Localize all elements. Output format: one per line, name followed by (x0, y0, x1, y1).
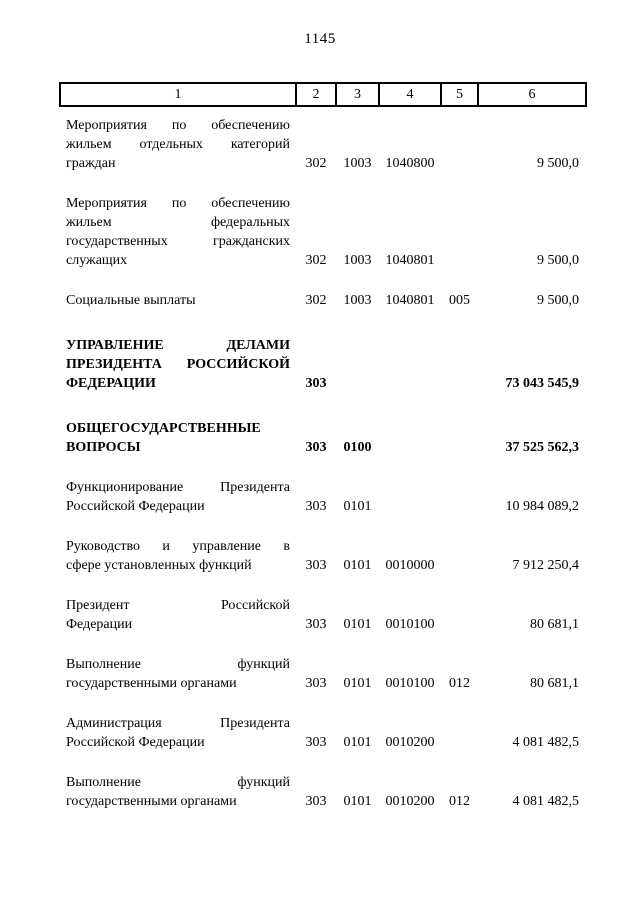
row-code-col4: 0010100 (385, 676, 435, 691)
row-code-col2: 302 (305, 293, 327, 308)
row-name (60, 270, 296, 310)
row-code-col2: 303 (305, 558, 327, 573)
row-code-col3: 0101 (343, 794, 372, 809)
column-header-1: 1 (60, 83, 296, 106)
budget-table-body (60, 106, 586, 811)
row-code-col4: 0010200 (385, 794, 435, 809)
row-code-col5 (441, 106, 478, 173)
column-header-5: 5 (441, 83, 478, 106)
row-code-col5 (441, 393, 478, 457)
row-code-col3: 0101 (343, 558, 372, 573)
row-name-line: ФЕДЕРАЦИИ (66, 376, 156, 391)
row-name-line: Администрация Президента (66, 716, 290, 731)
row-code-col5 (441, 310, 478, 393)
row-name (60, 310, 296, 393)
row-amount: 4 081 482,5 (512, 735, 579, 750)
row-code-col2: 303 (305, 499, 327, 514)
row-name (60, 393, 296, 457)
table-row (60, 752, 586, 811)
row-name-line: ПРЕЗИДЕНТА РОССИЙСКОЙ (66, 357, 290, 372)
row-name-line: государственными органами (66, 676, 237, 691)
table-row (60, 106, 586, 173)
row-code-col3: 1003 (343, 253, 372, 268)
row-code-col4: 1040800 (385, 156, 435, 171)
row-code-col4 (379, 393, 441, 457)
row-amount: 80 681,1 (530, 676, 579, 691)
row-name (60, 693, 296, 752)
row-code-col5 (441, 173, 478, 270)
row-amount: 9 500,0 (537, 156, 579, 171)
row-code-col2: 303 (305, 676, 327, 691)
row-name-line: УПРАВЛЕНИЕ ДЕЛАМИ (66, 338, 290, 353)
row-code-col2: 302 (305, 156, 327, 171)
row-name-line: Мероприятия по обеспечению (66, 118, 290, 133)
row-code-col4 (379, 310, 441, 393)
row-code-col5 (441, 575, 478, 634)
table-row (60, 310, 586, 393)
row-name-line: Выполнение функций (66, 775, 290, 790)
row-code-col4: 0010000 (385, 558, 435, 573)
row-name-line: Руководство и управление в (66, 539, 290, 554)
row-name-line: Мероприятия по обеспечению (66, 196, 290, 211)
row-code-col4 (379, 457, 441, 516)
row-code-col5: 005 (449, 293, 470, 308)
row-name-line: Выполнение функций (66, 657, 290, 672)
row-code-col5 (441, 457, 478, 516)
budget-table (59, 82, 587, 811)
column-header-6: 6 (478, 83, 586, 106)
table-row (60, 457, 586, 516)
row-name (60, 516, 296, 575)
row-code-col3 (336, 310, 379, 393)
table-row (60, 393, 586, 457)
row-code-col4: 0010200 (385, 735, 435, 750)
row-name-line: Российской Федерации (66, 735, 205, 750)
row-name-line: сфере установленных функций (66, 558, 252, 573)
row-code-col5: 012 (449, 794, 470, 809)
header-row (60, 83, 586, 106)
row-name-line: жильем отдельных категорий (66, 137, 290, 152)
row-name (60, 634, 296, 693)
row-amount: 10 984 089,2 (505, 499, 579, 514)
row-code-col2: 303 (305, 376, 327, 391)
row-code-col2: 303 (305, 440, 327, 455)
row-name (60, 106, 296, 173)
row-name-line: Российской Федерации (66, 499, 205, 514)
row-code-col3: 0101 (343, 499, 372, 514)
budget-table-header (60, 83, 586, 106)
table-row (60, 693, 586, 752)
row-code-col5 (441, 693, 478, 752)
table-row (60, 634, 586, 693)
row-code-col3: 0100 (343, 440, 372, 455)
column-header-3: 3 (336, 83, 379, 106)
page-number: 1145 (304, 31, 336, 47)
row-code-col3: 0101 (343, 617, 372, 632)
row-name (60, 575, 296, 634)
row-code-col4: 1040801 (385, 293, 435, 308)
table-row (60, 270, 586, 310)
row-amount: 9 500,0 (537, 253, 579, 268)
row-code-col2: 302 (305, 253, 327, 268)
row-name-line: Социальные выплаты (66, 293, 196, 308)
row-amount: 7 912 250,4 (512, 558, 579, 573)
row-name-line: граждан (66, 156, 116, 171)
row-name-line: ВОПРОСЫ (66, 440, 141, 455)
row-code-col2: 303 (305, 735, 327, 750)
row-code-col4: 1040801 (385, 253, 435, 268)
row-name-line: государственными органами (66, 794, 237, 809)
row-name-line: ОБЩЕГОСУДАРСТВЕННЫЕ (66, 421, 261, 436)
table-row (60, 173, 586, 270)
row-name-line: Функционирование Президента (66, 480, 290, 495)
row-code-col3: 1003 (343, 293, 372, 308)
table-row (60, 575, 586, 634)
column-header-4: 4 (379, 83, 441, 106)
row-code-col4: 0010100 (385, 617, 435, 632)
row-code-col2: 303 (305, 617, 327, 632)
row-code-col5: 012 (449, 676, 470, 691)
row-amount: 9 500,0 (537, 293, 579, 308)
row-amount: 80 681,1 (530, 617, 579, 632)
column-header-2: 2 (296, 83, 336, 106)
row-name-line: Федерации (66, 617, 133, 632)
table-row (60, 516, 586, 575)
row-amount: 37 525 562,3 (505, 440, 579, 455)
row-name (60, 173, 296, 270)
row-code-col2: 303 (305, 794, 327, 809)
row-name-line: Президент Российской (66, 598, 290, 613)
row-code-col5 (441, 516, 478, 575)
row-name-line: жильем федеральных (66, 215, 290, 230)
row-name-line: государственных гражданских (66, 234, 290, 249)
row-name (60, 457, 296, 516)
row-amount: 73 043 545,9 (505, 376, 579, 391)
row-name (60, 752, 296, 811)
row-name-line: служащих (66, 253, 128, 268)
row-amount: 4 081 482,5 (512, 794, 579, 809)
row-code-col3: 0101 (343, 676, 372, 691)
row-code-col3: 1003 (343, 156, 372, 171)
row-code-col3: 0101 (343, 735, 372, 750)
